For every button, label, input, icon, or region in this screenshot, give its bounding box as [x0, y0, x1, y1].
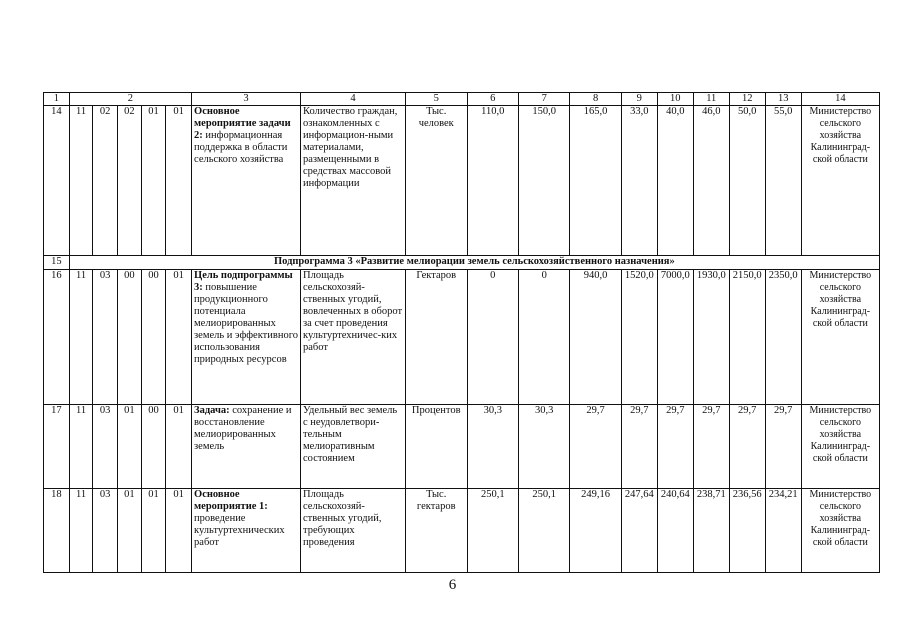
- value-cell: 250,1: [467, 489, 518, 573]
- value-cell: 29,7: [765, 405, 801, 489]
- table-row: [44, 489, 880, 573]
- header-cell: 8: [570, 93, 621, 106]
- value-cell: 40,0: [657, 106, 693, 256]
- value-cell: 236,56: [729, 489, 765, 573]
- organization-cell: Министерство сельского хозяйства Калининград-ской области: [801, 270, 879, 405]
- header-cell: 6: [467, 93, 518, 106]
- subprogram-row: [44, 256, 880, 270]
- value-cell: 30,3: [467, 405, 518, 489]
- subprogram-title: Подпрограмма 3 «Развитие мелиорации земель сельскохозяйственного назначения»: [69, 256, 879, 270]
- code-cell: 03: [93, 405, 118, 489]
- header-cell: 1: [44, 93, 70, 106]
- header-cell: 14: [801, 93, 879, 106]
- code-cell: 01: [166, 270, 192, 405]
- header-cell: 7: [518, 93, 569, 106]
- header-cell: 13: [765, 93, 801, 106]
- value-cell: 1520,0: [621, 270, 657, 405]
- value-cell: 940,0: [570, 270, 621, 405]
- header-row: [44, 93, 880, 106]
- row-number: 17: [44, 405, 70, 489]
- organization-cell: Министерство сельского хозяйства Калининград-ской области: [801, 405, 879, 489]
- value-cell: 0: [518, 270, 569, 405]
- code-cell: 03: [93, 270, 118, 405]
- value-cell: 50,0: [729, 106, 765, 256]
- code-cell: 00: [141, 405, 166, 489]
- value-cell: 165,0: [570, 106, 621, 256]
- value-cell: 2350,0: [765, 270, 801, 405]
- indicator-cell: Удельный вес земель с неудовлетвори-тельным мелиоративным состоянием: [301, 405, 406, 489]
- code-cell: 11: [69, 270, 93, 405]
- event-text: информационная поддержка в области сельского хозяйства: [194, 130, 288, 165]
- value-cell: 0: [467, 270, 518, 405]
- event-cell: [192, 489, 301, 573]
- value-cell: 110,0: [467, 106, 518, 256]
- value-cell: 1930,0: [693, 270, 729, 405]
- value-cell: 2150,0: [729, 270, 765, 405]
- indicator-cell: Площадь сельскохозяй-ственных угодий, требующих проведения: [301, 489, 406, 573]
- code-cell: 01: [141, 489, 166, 573]
- value-cell: 250,1: [518, 489, 569, 573]
- unit-cell: Гектаров: [405, 270, 467, 405]
- code-cell: 01: [118, 405, 142, 489]
- header-cell: 2: [69, 93, 191, 106]
- event-cell: [192, 106, 301, 256]
- header-cell: 11: [693, 93, 729, 106]
- header-cell: 3: [192, 93, 301, 106]
- value-cell: 33,0: [621, 106, 657, 256]
- indicator-cell: Площадь сельскохозяй-ственных угодий, вовлеченных в оборот за счет проведения культуртехничес-ких работ: [301, 270, 406, 405]
- page-number: 6: [448, 577, 457, 593]
- unit-cell: Тыс. гектаров: [405, 489, 467, 573]
- event-text: сохранение и восстановление мелиорированных земель: [194, 405, 292, 452]
- event-cell: [192, 405, 301, 489]
- value-cell: 30,3: [518, 405, 569, 489]
- value-cell: 46,0: [693, 106, 729, 256]
- value-cell: 29,7: [657, 405, 693, 489]
- value-cell: 234,21: [765, 489, 801, 573]
- header-cell: 5: [405, 93, 467, 106]
- code-cell: 00: [141, 270, 166, 405]
- row-number: 16: [44, 270, 70, 405]
- row-number: 14: [44, 106, 70, 256]
- unit-cell: Процентов: [405, 405, 467, 489]
- header-cell: 10: [657, 93, 693, 106]
- event-text: проведение культуртехнических работ: [194, 513, 285, 548]
- unit-cell: Тыс. человек: [405, 106, 467, 256]
- value-cell: 29,7: [621, 405, 657, 489]
- indicators-table: [43, 92, 880, 573]
- value-cell: 29,7: [729, 405, 765, 489]
- value-cell: 249,16: [570, 489, 621, 573]
- value-cell: 247,64: [621, 489, 657, 573]
- organization-cell: Министерство сельского хозяйства Калининград-ской области: [801, 489, 879, 573]
- header-cell: 12: [729, 93, 765, 106]
- code-cell: 11: [69, 405, 93, 489]
- table-row: [44, 106, 880, 256]
- code-cell: 02: [93, 106, 118, 256]
- value-cell: 55,0: [765, 106, 801, 256]
- indicator-cell: Количество граждан, ознакомленных с информацион-ными материалами, размещенными в средствах массовой информации: [301, 106, 406, 256]
- code-cell: 03: [93, 489, 118, 573]
- event-title: Задача:: [194, 405, 230, 416]
- row-number: 18: [44, 489, 70, 573]
- event-title: Основное мероприятие задачи 2:: [194, 106, 291, 141]
- event-title: Цель подпрограммы 3:: [194, 270, 293, 293]
- event-text: повышение продукционного потенциала мелиорированных земель и эффективного использования природных ресурсов: [194, 282, 298, 365]
- code-cell: 01: [118, 489, 142, 573]
- header-cell: 4: [301, 93, 406, 106]
- table-row: [44, 405, 880, 489]
- value-cell: 29,7: [570, 405, 621, 489]
- value-cell: 150,0: [518, 106, 569, 256]
- organization-cell: Министерство сельского хозяйства Калининград-ской области: [801, 106, 879, 256]
- row-number: 15: [44, 256, 70, 270]
- header-cell: 9: [621, 93, 657, 106]
- value-cell: 240,64: [657, 489, 693, 573]
- code-cell: 02: [118, 106, 142, 256]
- code-cell: 01: [166, 489, 192, 573]
- value-cell: 238,71: [693, 489, 729, 573]
- code-cell: 01: [166, 106, 192, 256]
- code-cell: 01: [141, 106, 166, 256]
- event-cell: [192, 270, 301, 405]
- code-cell: 00: [118, 270, 142, 405]
- code-cell: 11: [69, 106, 93, 256]
- value-cell: 7000,0: [657, 270, 693, 405]
- value-cell: 29,7: [693, 405, 729, 489]
- table-row: [44, 270, 880, 405]
- code-cell: 11: [69, 489, 93, 573]
- event-title: Основное мероприятие 1:: [194, 489, 268, 512]
- code-cell: 01: [166, 405, 192, 489]
